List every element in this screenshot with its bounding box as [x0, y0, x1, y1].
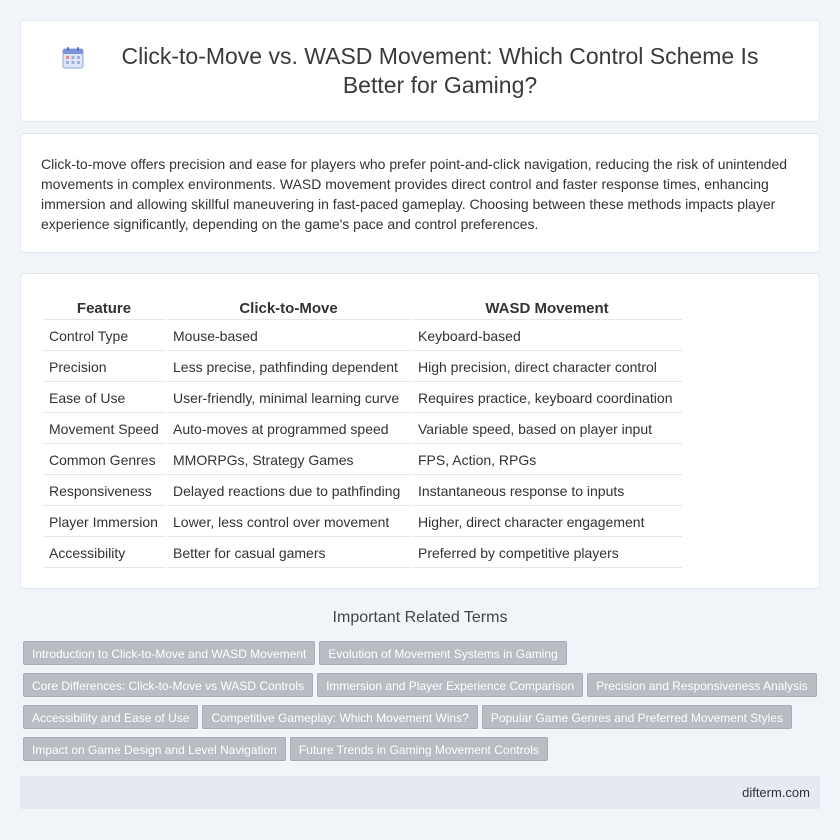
header-wasd: WASD Movement [412, 296, 682, 320]
related-terms-title: Important Related Terms [332, 609, 508, 626]
feature-cell: Movement Speed [43, 415, 165, 444]
feature-cell: Player Immersion [43, 508, 165, 537]
header-feature: Feature [43, 296, 165, 320]
footer [20, 776, 820, 809]
click-to-move-cell: Better for casual gamers [167, 539, 410, 568]
click-to-move-cell: Lower, less control over movement [167, 508, 410, 537]
wasd-cell: High precision, direct character control [412, 353, 682, 382]
related-term-tag[interactable]: Precision and Responsiveness Analysis [587, 673, 816, 697]
click-to-move-cell: User-friendly, minimal learning curve [167, 384, 410, 413]
related-term-tag[interactable]: Impact on Game Design and Level Navigation [23, 737, 286, 761]
title-card [20, 20, 820, 122]
wasd-cell: Higher, direct character engagement [412, 508, 682, 537]
feature-cell: Control Type [43, 322, 165, 351]
related-term-tag[interactable]: Immersion and Player Experience Comparison [317, 673, 583, 697]
click-to-move-cell: Mouse-based [167, 322, 410, 351]
table-row [43, 508, 682, 537]
comparison-card [20, 273, 820, 589]
feature-cell: Responsiveness [43, 477, 165, 506]
page-title: Click-to-Move vs. WASD Movement: Which Control Scheme Is Better for Gaming? [121, 43, 759, 98]
header-click-to-move: Click-to-Move [167, 296, 410, 320]
related-term-tag[interactable]: Evolution of Movement Systems in Gaming [319, 641, 566, 665]
feature-cell: Ease of Use [43, 384, 165, 413]
calendar-icon [61, 46, 85, 70]
feature-cell: Precision [43, 353, 165, 382]
wasd-cell: Requires practice, keyboard coordination [412, 384, 682, 413]
related-term-tag[interactable]: Competitive Gameplay: Which Movement Wins? [202, 705, 477, 729]
wasd-cell: FPS, Action, RPGs [412, 446, 682, 475]
table-row [43, 477, 682, 506]
feature-cell: Accessibility [43, 539, 165, 568]
table-row [43, 539, 682, 568]
table-row [43, 322, 682, 351]
click-to-move-cell: Delayed reactions due to pathfinding [167, 477, 410, 506]
click-to-move-cell: MMORPGs, Strategy Games [167, 446, 410, 475]
wasd-cell: Keyboard-based [412, 322, 682, 351]
table-row [43, 415, 682, 444]
related-term-tag[interactable]: Accessibility and Ease of Use [23, 705, 198, 729]
intro-card [20, 133, 820, 253]
table-row [43, 446, 682, 475]
title-wrap [21, 21, 819, 121]
wasd-cell: Variable speed, based on player input [412, 415, 682, 444]
wasd-cell: Instantaneous response to inputs [412, 477, 682, 506]
related-term-tag[interactable]: Future Trends in Gaming Movement Controls [290, 737, 548, 761]
related-term-tag[interactable]: Introduction to Click-to-Move and WASD Movement [23, 641, 315, 665]
comparison-table [41, 294, 684, 570]
intro-text: Click-to-move offers precision and ease for players who prefer point-and-click navigation, reducing the risk of unintended movements in complex environments. WASD movement provides direct control and faster response times, enhancing immersion and allowing skillful maneuvering in fast-paced gameplay. Choosing between these methods impacts player experience significantly, depending on the game's pace and control preferences. [41, 156, 788, 232]
wasd-cell: Preferred by competitive players [412, 539, 682, 568]
feature-cell: Common Genres [43, 446, 165, 475]
click-to-move-cell: Less precise, pathfinding dependent [167, 353, 410, 382]
footer-site-link[interactable]: difterm.com [742, 785, 810, 800]
related-term-tag[interactable]: Core Differences: Click-to-Move vs WASD Controls [23, 673, 313, 697]
click-to-move-cell: Auto-moves at programmed speed [167, 415, 410, 444]
table-header-row [43, 296, 682, 320]
related-term-tag[interactable]: Popular Game Genres and Preferred Movement Styles [482, 705, 792, 729]
table-row [43, 384, 682, 413]
table-row [43, 353, 682, 382]
related-terms-list [23, 641, 823, 769]
